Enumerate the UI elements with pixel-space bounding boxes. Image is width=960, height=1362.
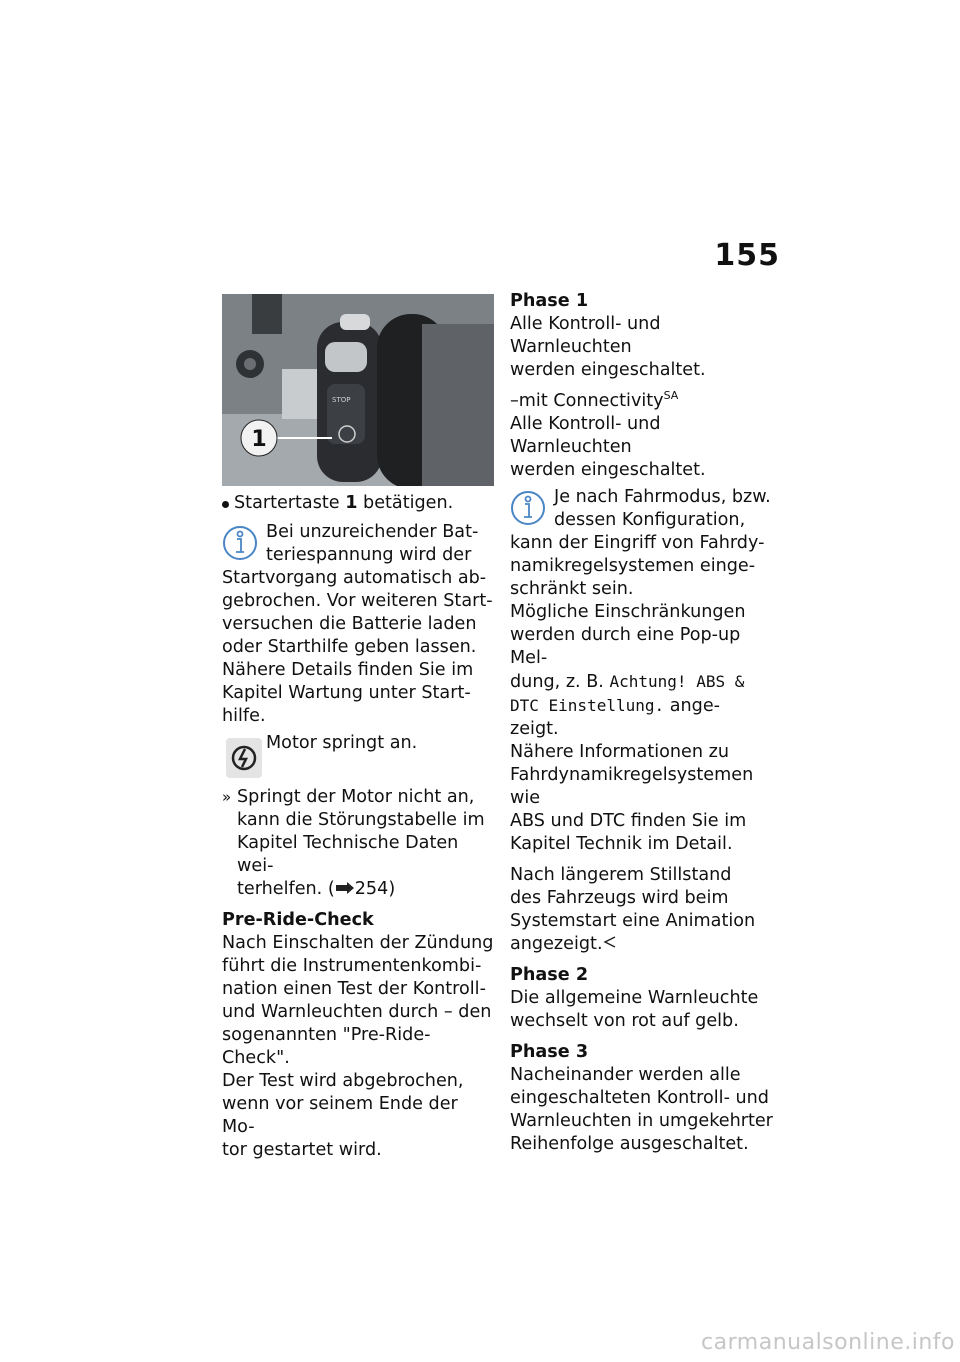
anim-line-2: des Fahrzeugs wird beim [510, 888, 729, 908]
anim-line-4 [510, 933, 782, 956]
phase3-line-1: Nacheinander werden alle [510, 1065, 741, 1085]
result-line-2: kann die Störungstabelle im [237, 810, 485, 830]
phase3-line-4: Reihenfolge ausgeschaltet. [510, 1134, 749, 1154]
phase2-heading: Phase 2 [510, 965, 589, 985]
page-reference-arrow-icon [335, 882, 355, 894]
info2e-line-3: Fahrdynamikregelsystemen wie [510, 765, 754, 808]
info2e-line-4: ABS und DTC finden Sie im [510, 811, 747, 831]
prc-line-5: sogenannten "Pre-Ride-Check". [222, 1025, 431, 1068]
stop-button-label: STOP [332, 396, 351, 404]
info1-line-5: versuchen die Batterie laden [222, 614, 477, 634]
instruction-start-button [222, 492, 494, 515]
engine-start-icon [226, 738, 262, 778]
prc-line-1: Nach Einschalten der Zündung [222, 933, 494, 953]
motor-text: Motor springt an. [266, 733, 418, 753]
info2e-line-5: Kapitel Technik im Detail. [510, 834, 733, 854]
bullet-text-after: betätigen. [357, 493, 454, 513]
info-icon [222, 525, 258, 561]
result-last-before: terhelfen. ( [237, 879, 335, 899]
popup-message-part-2: DTC Einstellung. [510, 696, 665, 715]
phase2-line-2: wechselt von rot auf gelb. [510, 1011, 739, 1031]
info1-line-6: oder Starthilfe geben lassen. [222, 637, 477, 657]
prc-line-6: Der Test wird abgebrochen, [222, 1071, 464, 1091]
conn-line-2: werden eingeschaltet. [510, 460, 706, 480]
info2c-line [510, 670, 782, 694]
phase1-heading: Phase 1 [510, 291, 589, 311]
prc-line-4: und Warnleuchten durch – den [222, 1002, 492, 1022]
result-last-page[interactable]: 254 [354, 879, 389, 899]
info1-line-8: Kapitel Wartung unter Start- [222, 683, 471, 703]
motor-start-result [222, 732, 494, 780]
page-number: 155 [714, 238, 780, 273]
info1-line-1: Bei unzureichender Bat- [266, 522, 479, 542]
phase3-line-3: Warnleuchten in umgekehrter [510, 1111, 773, 1131]
info2-line-3: kann der Eingriff von Fahrdy- [510, 533, 765, 553]
info2-line-4: namikregelsystemen einge- [510, 556, 756, 576]
prc-line-2: führt die Instrumentenkombi- [222, 956, 482, 976]
left-column [222, 294, 494, 1162]
right-column [510, 290, 782, 1156]
handlebar-switch-photo [222, 294, 494, 486]
phase1-line-1: Alle Kontroll- und Warnleuchten [510, 314, 661, 357]
info2d-line [510, 694, 782, 718]
bullet-dot [222, 501, 229, 508]
info2-line-2: dessen Konfiguration, [554, 510, 746, 530]
result-troubleshooting [222, 786, 494, 901]
connectivity-prefix: –mit Connectivity [510, 391, 664, 411]
info2b-line-2: werden durch eine Pop-up Mel- [510, 625, 741, 668]
prc-line-3: nation einen Test der Kontroll- [222, 979, 486, 999]
info1-line-9: hilfe. [222, 706, 266, 726]
info1-line-2: teriespannung wird der [266, 545, 472, 565]
anim-line-1: Nach längerem Stillstand [510, 865, 732, 885]
phase3-line-2: eingeschalteten Kontroll- und [510, 1088, 769, 1108]
info2d-after: ange- [664, 696, 720, 716]
phase1-line-2: werden eingeschaltet. [510, 360, 706, 380]
phase2-line-1: Die allgemeine Warnleuchte [510, 988, 759, 1008]
phase3-heading: Phase 3 [510, 1042, 589, 1062]
info1-line-7: Nähere Details finden Sie im [222, 660, 474, 680]
info-icon [510, 490, 546, 526]
info-note-battery [222, 521, 494, 728]
conn-line-1: Alle Kontroll- und Warnleuchten [510, 414, 661, 457]
prc-line-8: tor gestartet wird. [222, 1140, 382, 1160]
bullet-text-before: Startertaste [234, 493, 346, 513]
handlebar-illustration [222, 294, 494, 486]
prc-line-7: wenn vor seinem Ende der Mo- [222, 1094, 458, 1137]
result-last-after: ) [388, 879, 396, 899]
result-line-4 [237, 878, 494, 901]
info2-line-1: Je nach Fahrmodus, bzw. [554, 487, 771, 507]
info2e-line-1: zeigt. [510, 719, 559, 739]
end-of-section-icon [603, 935, 617, 949]
bullet-ref: 1 [345, 493, 358, 513]
info1-line-3: Startvorgang automatisch ab- [222, 568, 487, 588]
result-line-1: Springt der Motor nicht an, [237, 787, 475, 807]
anim-last: angezeigt. [510, 934, 603, 954]
info2e-line-2: Nähere Informationen zu [510, 742, 729, 762]
connectivity-label [510, 390, 782, 413]
result-arrow-icon: » [222, 788, 232, 806]
result-line-3: Kapitel Technische Daten wei- [237, 833, 459, 876]
info2-line-5: schränkt sein. [510, 579, 634, 599]
pre-ride-check-heading: Pre-Ride-Check [222, 910, 374, 930]
figure-callout-1: 1 [251, 427, 267, 452]
connectivity-sup: SA [663, 389, 679, 403]
watermark: carmanualsonline.info [701, 1330, 955, 1355]
info2b-line-1: Mögliche Einschränkungen [510, 602, 746, 622]
info2c-before: dung, z. B. [510, 672, 610, 692]
anim-line-3: Systemstart eine Animation [510, 911, 756, 931]
info1-line-4: gebrochen. Vor weiteren Start- [222, 591, 493, 611]
popup-message-part-1: Achtung! ABS & [609, 672, 745, 691]
info-note-drive-mode [510, 486, 782, 856]
